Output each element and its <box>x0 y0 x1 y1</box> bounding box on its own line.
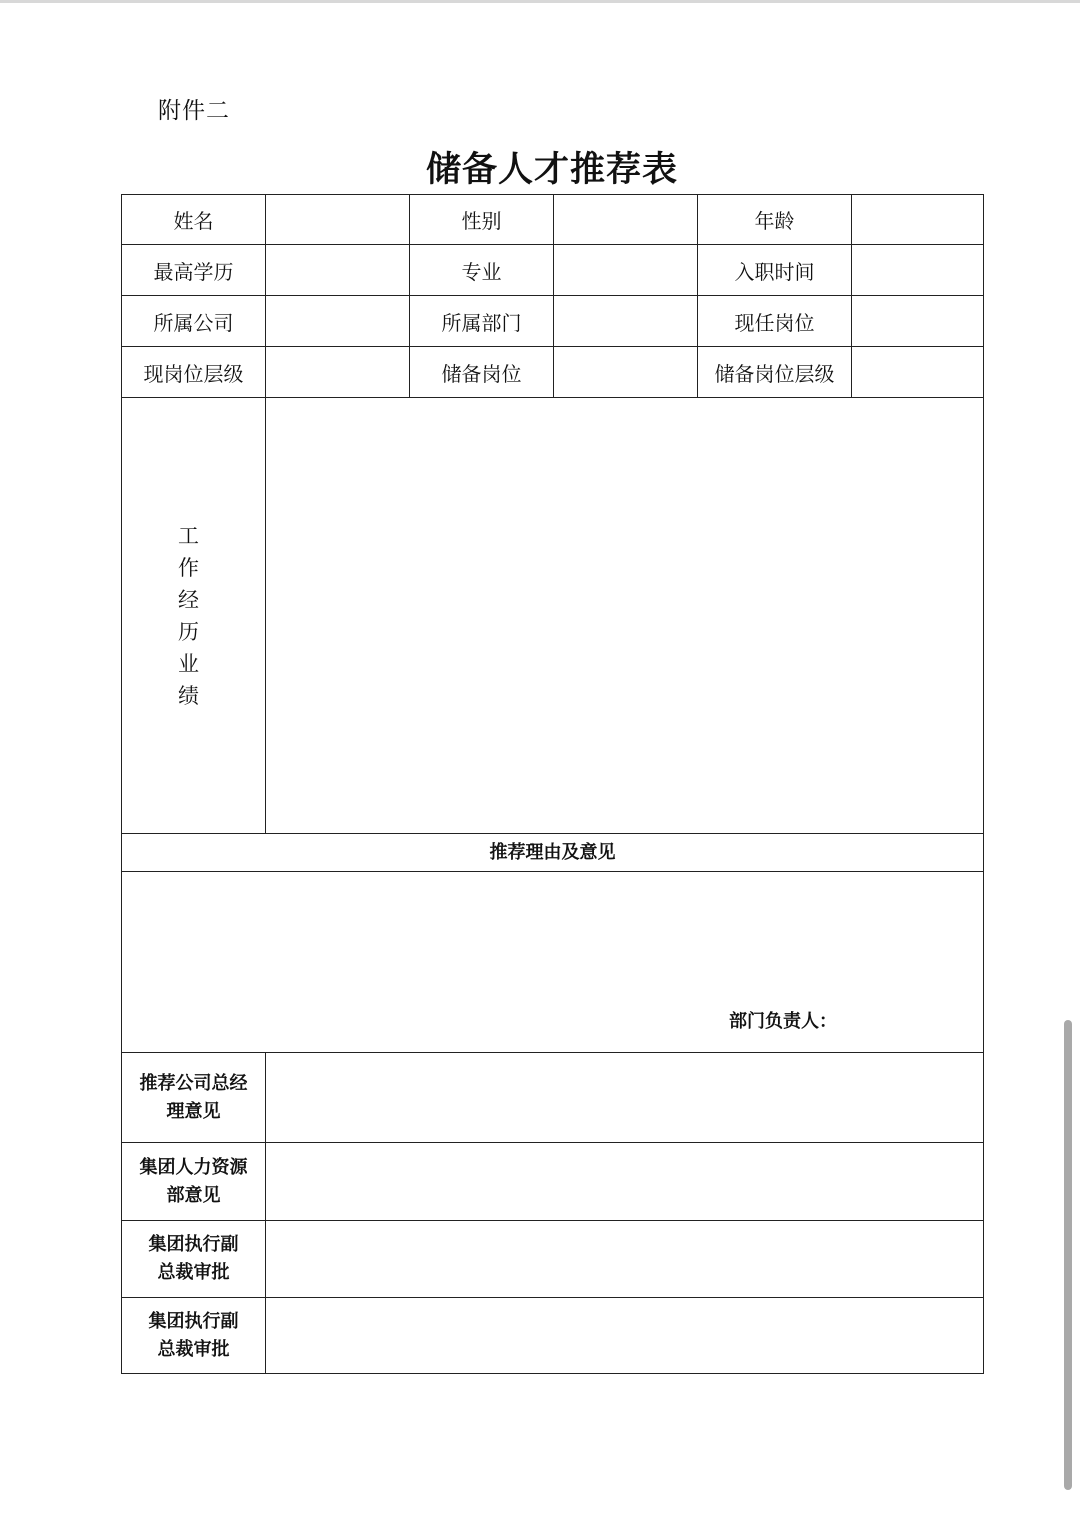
label-company: 所属公司 <box>121 295 266 347</box>
label-reserve-position: 储备岗位 <box>409 346 554 398</box>
label-major: 专业 <box>409 244 554 296</box>
recommendation-header: 推荐理由及意见 <box>121 833 984 872</box>
field-gm-opinion[interactable] <box>265 1052 984 1143</box>
field-current-position[interactable] <box>851 295 984 347</box>
label-char: 作 <box>178 555 199 580</box>
field-company[interactable] <box>265 295 410 347</box>
field-reserve-position[interactable] <box>553 346 698 398</box>
label-char: 历 <box>178 619 199 644</box>
label-work-experience <box>121 397 266 834</box>
field-education[interactable] <box>265 244 410 296</box>
label-char: 业 <box>178 651 199 676</box>
field-name[interactable] <box>265 194 410 245</box>
field-evp-approval-1[interactable] <box>265 1220 984 1298</box>
label-char: 工 <box>178 523 199 548</box>
label-age: 年龄 <box>697 194 852 245</box>
label-char: 绩 <box>178 683 199 708</box>
label-current-position: 现任岗位 <box>697 295 852 347</box>
field-major[interactable] <box>553 244 698 296</box>
label-gm-opinion: 推荐公司总经理意见 <box>121 1052 266 1143</box>
field-hire-date[interactable] <box>851 244 984 296</box>
field-current-level[interactable] <box>265 346 410 398</box>
label-hr-opinion: 集团人力资源部意见 <box>121 1142 266 1221</box>
field-age[interactable] <box>851 194 984 245</box>
attachment-label: 附件二 <box>158 98 230 124</box>
field-recommendation[interactable] <box>121 871 984 1053</box>
field-department[interactable] <box>553 295 698 347</box>
vertical-scrollbar[interactable] <box>1064 1020 1072 1490</box>
label-evp-approval-1: 集团执行副总裁审批 <box>121 1220 266 1298</box>
field-reserve-level[interactable] <box>851 346 984 398</box>
label-department: 所属部门 <box>409 295 554 347</box>
form-title: 储备人才推荐表 <box>425 149 678 190</box>
label-name: 姓名 <box>121 194 266 245</box>
label-reserve-level: 储备岗位层级 <box>697 346 852 398</box>
label-education: 最高学历 <box>121 244 266 296</box>
page-top-edge <box>0 0 1080 3</box>
label-gender: 性别 <box>409 194 554 245</box>
department-head-signature-label: 部门负责人： <box>729 1011 837 1032</box>
label-hire-date: 入职时间 <box>697 244 852 296</box>
field-gender[interactable] <box>553 194 698 245</box>
label-evp-approval-2: 集团执行副总裁审批 <box>121 1297 266 1374</box>
field-work-experience[interactable] <box>265 397 984 834</box>
label-char: 经 <box>178 587 199 612</box>
work-experience-vertical-label <box>178 520 199 712</box>
field-evp-approval-2[interactable] <box>265 1297 984 1374</box>
field-hr-opinion[interactable] <box>265 1142 984 1221</box>
label-current-level: 现岗位层级 <box>121 346 266 398</box>
